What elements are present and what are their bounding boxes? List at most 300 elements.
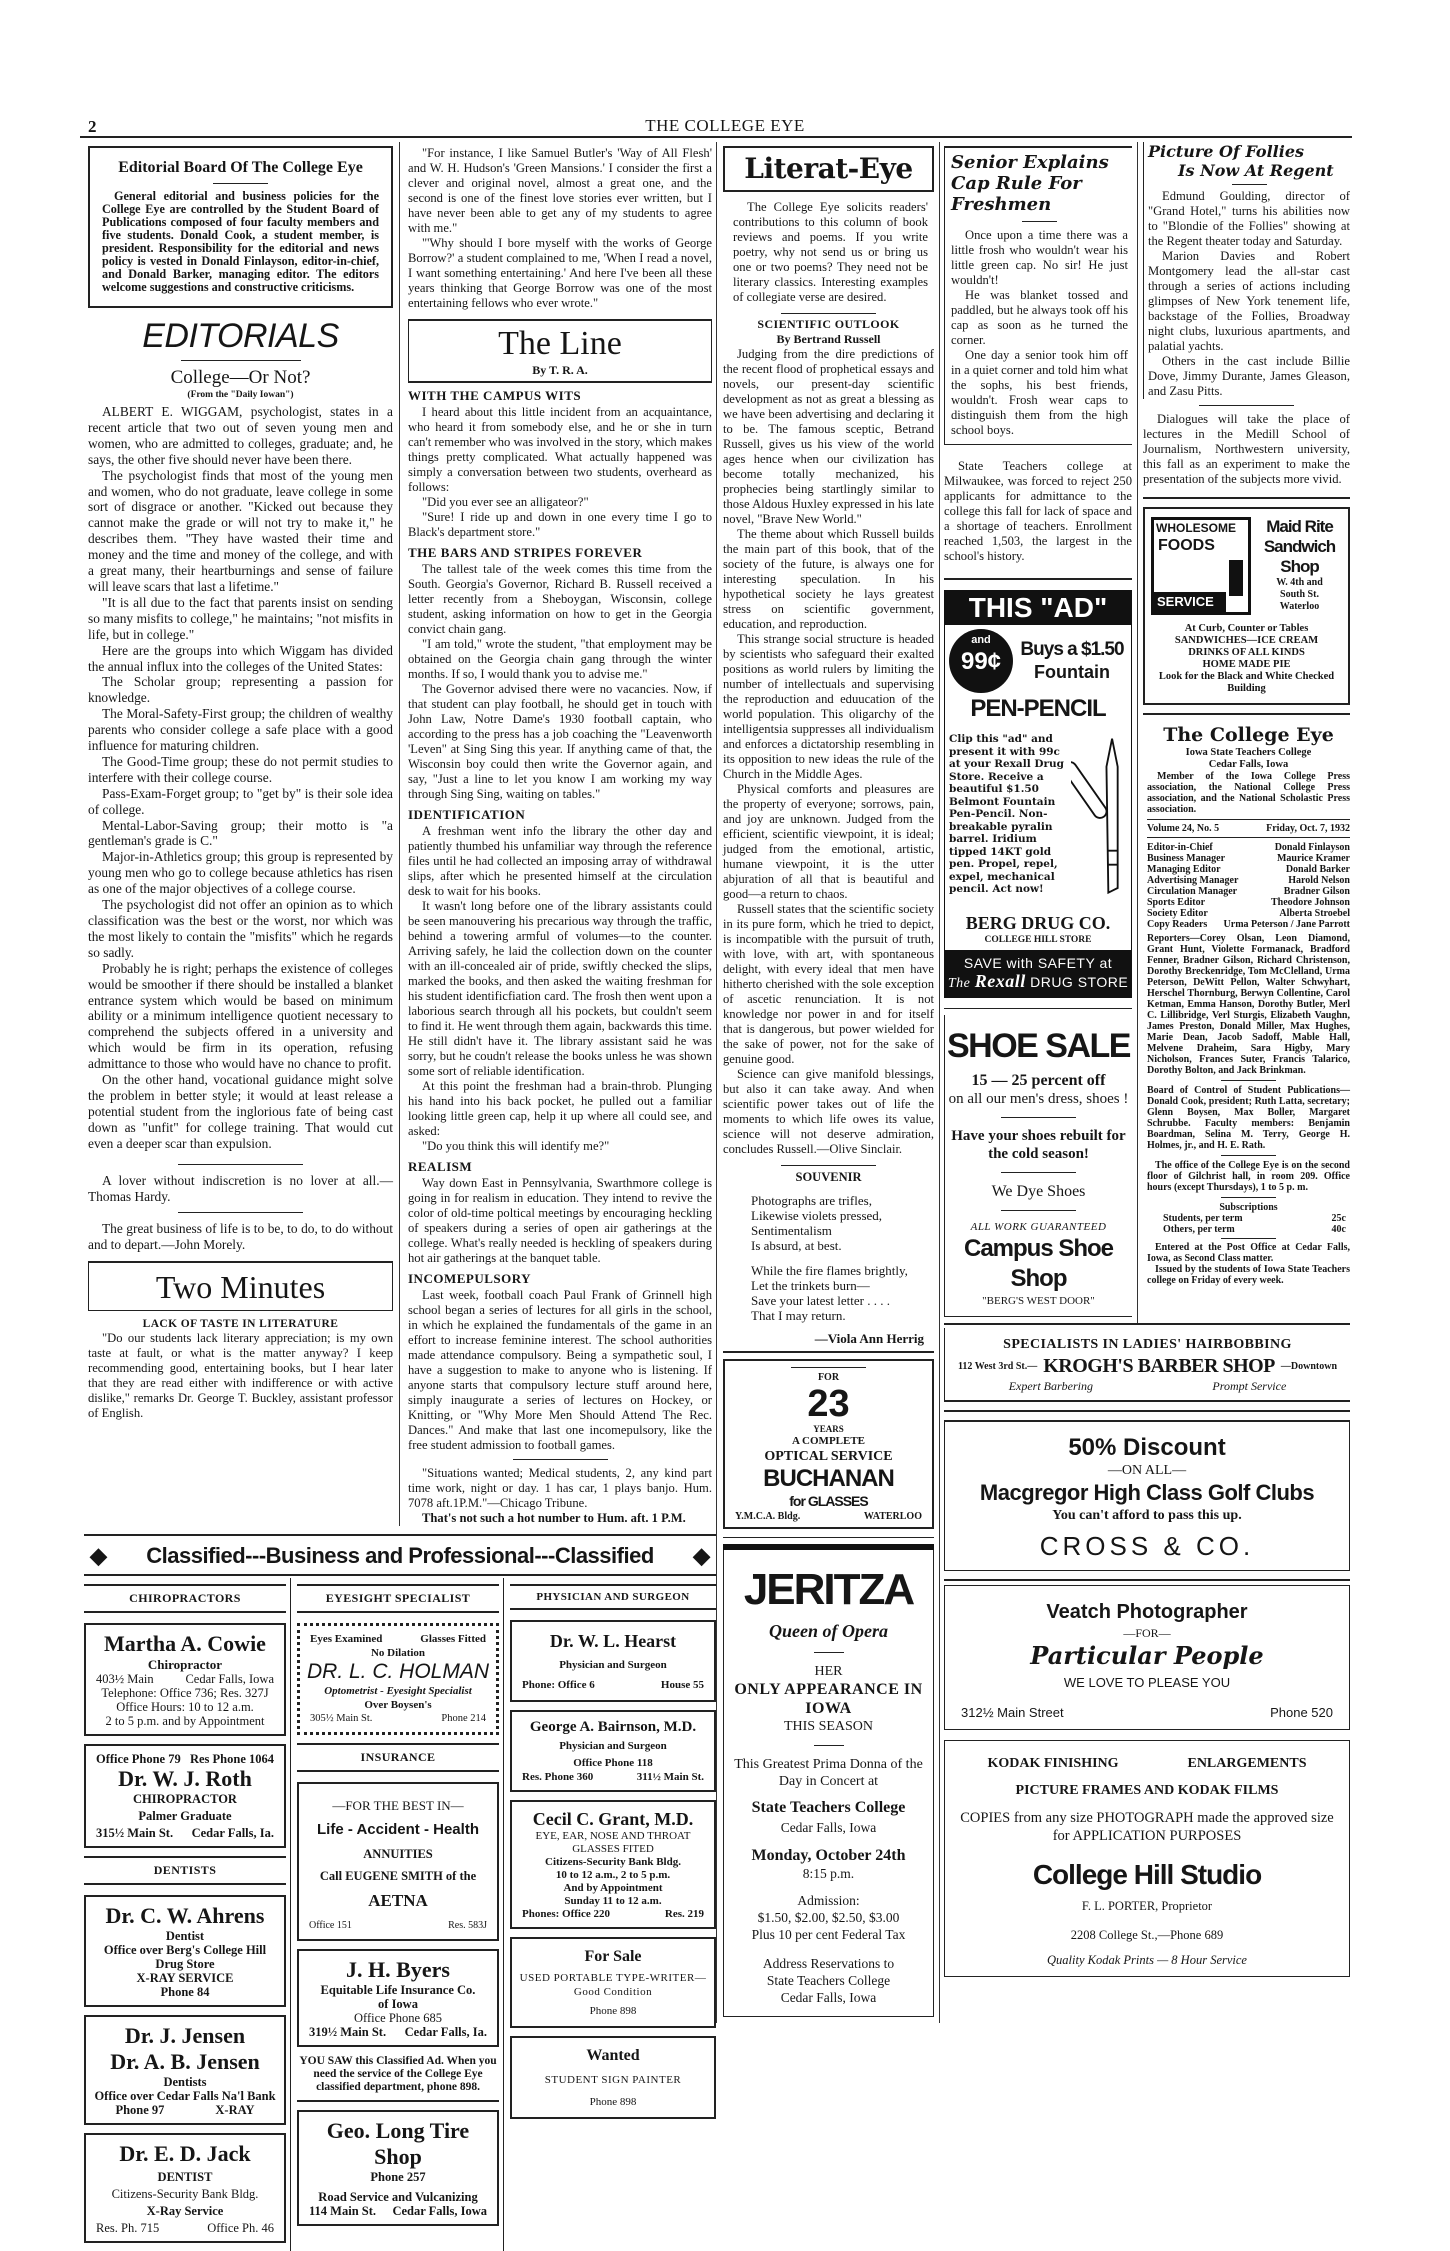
classified-section xyxy=(84,1534,716,2251)
column-4 xyxy=(940,142,1138,1323)
concert-date: Monday, October 24th xyxy=(751,1847,906,1864)
maid-rite-ad xyxy=(1143,507,1350,705)
ad-text: Office Phone 118 xyxy=(573,1757,653,1769)
ad-text: —FOR— xyxy=(1123,1626,1171,1640)
long-tire-ad xyxy=(297,2110,499,2226)
ad-text: X-Ray Service xyxy=(146,2204,224,2218)
divider xyxy=(181,360,301,361)
classified-banner xyxy=(84,1536,716,1574)
staff-row-label: Editor-in-Chief xyxy=(1147,842,1213,853)
ad-text: 315½ Main St. xyxy=(96,1826,174,1840)
section-heading: INCOMEPULSORY xyxy=(408,1271,532,1286)
ad-subtitle: Queen of Opera xyxy=(769,1621,888,1641)
divider xyxy=(213,183,268,184)
ad-text: THIS SEASON xyxy=(783,1719,874,1734)
ad-text: 2208 College St.,—Phone 689 xyxy=(1070,1928,1224,1942)
ad-line: HOME MADE PIE xyxy=(1202,659,1291,670)
rexall-logo: Rexall xyxy=(974,971,1026,991)
poem-line: That I may return. xyxy=(751,1308,846,1323)
poem-line: While the fire flames brightly, xyxy=(751,1263,908,1278)
wide-ads xyxy=(940,1323,1350,1977)
staff-row-value: Urma Peterson / Jane Parrott xyxy=(1223,919,1350,930)
price: 99¢ xyxy=(960,648,1002,675)
hearst-ad xyxy=(510,1620,716,1702)
shop-name: Shop xyxy=(1280,557,1319,576)
divider xyxy=(944,1410,1350,1412)
concert-time: 8:15 p.m. xyxy=(802,1866,855,1881)
staff-row-label: Managing Editor xyxy=(1147,864,1221,875)
ad-text: Res. 219 xyxy=(664,1908,704,1920)
ad-text: Life - Accident - Health xyxy=(317,1821,479,1838)
left-block xyxy=(84,142,716,2251)
ad-text: KODAK FINISHING xyxy=(987,1756,1119,1771)
ad-text: Chiropractor xyxy=(147,1657,223,1672)
staff-row-value: Harold Nelson xyxy=(1288,875,1350,886)
ad-text: Have your shoes rebuilt for the cold season! xyxy=(951,1128,1126,1162)
divider xyxy=(1001,1210,1076,1211)
jensen-ad xyxy=(84,2015,286,2125)
staff-row xyxy=(1147,864,1350,875)
subscriptions-title: Subscriptions xyxy=(1219,1202,1278,1213)
divider xyxy=(1221,1155,1276,1156)
paragraph: "Do our students lack literary appreciation; is my own taste at fault, or what is the matter anyway? I keep recommending good, entertaining books, but I hear later that they are read either with indifference or with active dislike," remarks Dr. George T. Buckley, assistant professor of English. xyxy=(88,1331,393,1421)
ad-headline: 50% Discount xyxy=(1068,1434,1226,1461)
krogh-barber-ad xyxy=(944,1328,1350,1402)
section-body xyxy=(408,1288,712,1453)
ad-headline: Veatch Photographer xyxy=(1046,1601,1248,1623)
business-name: Martha A. Cowie xyxy=(104,1631,266,1656)
bairnson-ad xyxy=(510,1710,716,1792)
ad-text: 15 — 25 percent off xyxy=(971,1072,1106,1089)
ad-text: Equitable Life Insurance Co. xyxy=(320,1983,476,1997)
classified-column xyxy=(297,1578,504,2251)
dialogues-news: Dialogues will take the place of lectures in the Medill School of Journalism, Northwestern university, this fall as an experiment to make the presentation of the subjects more vivid. xyxy=(1143,412,1350,486)
price-badge xyxy=(949,629,1013,693)
shop-name: Maid Rite xyxy=(1266,517,1333,536)
senior-cap-article xyxy=(944,146,1132,445)
column-1 xyxy=(84,142,400,1526)
divider xyxy=(944,1579,1350,1581)
ad-line: SANDWICHES—ICE CREAM xyxy=(1174,635,1319,646)
ad-text: Road Service and Vulcanizing xyxy=(318,2190,478,2204)
paragraph: "Did you ever see an alligateor?" xyxy=(422,495,589,509)
divider xyxy=(178,1212,303,1213)
shop-name: KROGH'S BARBER SHOP xyxy=(1043,1355,1275,1377)
paragraph: Edmund Goulding, director of "Grand Hotel," turns his abilities now to "Blondie of the Follies" showing at the Regent theater today and Saturday. xyxy=(1148,189,1350,248)
two-minutes-subhead: LACK OF TASTE IN LITERATURE xyxy=(142,1318,339,1331)
paragraph: This strange social structure is headed by scientists who safeguard their exalted positions as world rulers by limiting the number of intellectuals and supervising the reproduction and eduucation of the world population. This oligarchy of the intelligentsia suppresses all individualism and enforces a dictatorship resembling in its opposition to new ideas the rule of the Church in the Middle Ages. xyxy=(723,632,934,781)
ad-text: YEARS xyxy=(813,1424,844,1434)
category-header: PHYSICIAN AND SURGEON xyxy=(510,1584,716,1610)
divider xyxy=(1022,221,1057,222)
follies-body xyxy=(1148,189,1350,399)
divider xyxy=(814,1652,844,1653)
closing-quote: "Situations wanted; Medical students, 2, any kind part time work, night or day. 1 has car, 1 plays banjo. Hum. 7078 aft.1P.M."—Chicago Tribune. xyxy=(408,1466,712,1510)
follies-article xyxy=(1143,142,1350,399)
subscription-row-label: Others, per term xyxy=(1163,1224,1235,1235)
paragraph: The tallest tale of the week comes this time from the South. Georgia's Governor, Richard B. Russell received a letter recently from a Sheboygan, Wisconsin, college student, asking information on how to get in the Georgia convict chain gang. xyxy=(408,562,712,636)
paragraph: Last week, football coach Paul Frank of Grinnell high school began a series of lectures for all girls in the school, in which he explained the fundamentals of the game in an effort to increase feminine interest. The school authorities made attendance compulsory. Being a sympathetic soul, I have a suggestion to make to anyone who is listening. If anyone starts that compulsory lecture stuff around here, simply inaugurate a series of lectures on Hockey, or Knitting, or "Why More Men Should Attend The Rec. Dances." And make that last one incomepulsory, like the free student admission to football games. xyxy=(408,1288,712,1452)
paragraph: Marion Davies and Robert Montgomery lead the all-star cast through a series of actions including glimpses of New York tenement life, backstage of the Follies, Broadway night clubs, luxurious apartments, and palatial yachts. xyxy=(1148,249,1350,353)
ad-text: Physician and Surgeon xyxy=(559,1659,667,1671)
paragraph: The psychologist finds that most of the young men and women, who do not graduate, leave college in some sort of disgrace or another. "Kicked out because they cannot make the grade or will not try to make it," he describes them. "They have wasted their time and money and the time and money of the college, and with a great many, their heartburnings and sense of failure will leave scars that last a lifetime." xyxy=(88,467,393,594)
paragraph: A freshman went info the library the other day and patiently thumbed his unfamiliar way through the reference files until he had collected an imposing array of withdrawal slips, after which he presented himself at the circulation desk to wait for his books. xyxy=(408,824,712,898)
business-name: George A. Bairnson, M.D. xyxy=(529,1719,697,1735)
paragraph: The Moral-Safety-First group; the children of wealthy parents who consider college a safe place with a good influence for maturing children. xyxy=(88,706,393,754)
ad-text: Office Phone 79 xyxy=(96,1752,181,1766)
address xyxy=(1257,577,1342,613)
ad-text: —ON ALL— xyxy=(1107,1463,1187,1478)
veatch-photographer-ad xyxy=(944,1585,1350,1730)
poem-line: Is absurd, at best. xyxy=(751,1238,842,1253)
staff-row xyxy=(1147,853,1350,864)
header-rule xyxy=(80,136,1352,138)
ad-text: "BERG'S WEST DOOR" xyxy=(982,1295,1095,1307)
literat-eye-title: Literat-Eye xyxy=(723,146,934,192)
staff-list xyxy=(1147,842,1350,930)
ad-text: Macgregor xyxy=(979,1480,1088,1505)
board-of-control: Board of Control of Student Publications—Donald Cook, president; Ruth Latta, secretary; Glenn Boysen, Max Boller, Margaret Schrubbe. Faculty members: Benjamin Boardman, Selina M. Terry, George H. Holmes, jr., and H. E. Rath. xyxy=(1147,1085,1350,1151)
divider xyxy=(1221,1197,1276,1198)
shoe-sale-ad xyxy=(944,1015,1132,1317)
grant-ad xyxy=(510,1800,716,1929)
ad-text: No Dilation xyxy=(370,1647,426,1659)
ad-text: And by Appointment xyxy=(563,1882,663,1894)
staff-row xyxy=(1147,919,1350,930)
article-source: (From the "Daily Iowan") xyxy=(187,390,294,400)
section-heading: IDENTIFICATION xyxy=(408,807,526,822)
ad-text: X-RAY xyxy=(215,2103,255,2117)
ad-text: You can't afford to pass this up. xyxy=(1052,1508,1242,1523)
senior-cap-title: Senior Explains Cap Rule For Freshmen xyxy=(951,152,1109,215)
volume-line xyxy=(1147,819,1350,838)
ad-text: ONLY APPEARANCE IN IOWA xyxy=(734,1681,923,1717)
staff-row-value: Donald Barker xyxy=(1285,864,1350,875)
editorial-board-text: General editorial and business policies for the College Eye are controlled by the Student Board of Publications composed of four faculty members and five students. Donald Cook, a student member, is president. Responsibility for the editorial and news policy is vested in Donald Finlayson, editor-in-chief, and Donald Barker, managing editor. The editors welcome suggestions and constructive criticisms. xyxy=(102,189,379,294)
ad-line: At Curb, Counter or Tables xyxy=(1184,623,1309,634)
college-hill-studio-ad xyxy=(944,1740,1350,1977)
staff-row xyxy=(1147,908,1350,919)
ad-body: Clip this "ad" and present it with 99c at your Rexall Drug Store. Receive a beautiful $1.50 Belmont Fountain Pen-Pencil. Non-breakable pyralin barrel. Iridium tipped 14KT gold pen. Propel, repel, expel, mechanical pencil. Act now! xyxy=(949,733,1064,895)
ad-text: Cedar Falls, Iowa xyxy=(780,1820,877,1835)
paragraph: The Scholar group; representing a passion for knowledge. xyxy=(88,674,393,706)
divider xyxy=(1001,1172,1076,1173)
masthead-city: Cedar Falls, Iowa xyxy=(1208,759,1289,770)
paragraph: Mental-Labor-Saving group; their motto is "a gentleman's grade is C." xyxy=(88,817,393,849)
reporters: Reporters—Corey Olsan, Leon Diamond, Grant Hunt, Violette Formanack, Bradford Fenner, Bradner Gilson, Richard Christenson, Dorothy Breckenridge, Tom McClelland, Urma Peterson, DeWitt Pellon, Walter Schwyhart, Herschel Thornburg, Berwyn Collentine, Carol Ketman, Emma Hanson, Dorothy Butler, Merl C. Lillibridge, Verl Sturgis, Elizabeth Vaughn, James Preston, Donald Miller, Max Hughes, Marie Dean, Jacob Sadoff, Mable Hall, Melvene Draheim, Sara Higby, Mary Nicholson, Frances Suter, Francis Talarico, Dorothy Bolton, and Jack Brinkman. xyxy=(1147,933,1350,1076)
business-name: AETNA xyxy=(368,1891,428,1910)
office-info: The office of the College Eye is on the second floor of Gilchrist hall, in room 209. Office hours (except Thursdays), 1 to 5 p. m. xyxy=(1147,1160,1350,1193)
store-name: CROSS & CO. xyxy=(1039,1531,1255,1561)
ahrens-ad xyxy=(84,1895,286,2007)
ad-text: Expert Barbering xyxy=(1008,1379,1094,1393)
wanted-ad xyxy=(510,2036,716,2119)
address-line: South St. xyxy=(1280,589,1319,600)
ad-text: Dentists xyxy=(163,2075,207,2089)
ad-text: Cedar Falls, Ia. xyxy=(191,1826,274,1840)
masthead-school: Iowa State Teachers College xyxy=(1185,747,1312,758)
ad-text: Telephone: Office 736; Res. 327J xyxy=(101,1686,269,1700)
paragraph: Physical comforts and pleasures are the property of everyone; sorrows, pain, and joy are unknown. Judged from the efficient, scientific viewpoint, it is ideal; judged from the emotional, artistic, humane viewpoint, it is the utter abjuration of all that is beautiful and good—a return to chaos. xyxy=(723,782,934,901)
category-header: INSURANCE xyxy=(297,1743,499,1772)
ad-text: Buys a $1.50 xyxy=(1020,639,1124,660)
divider xyxy=(944,1008,1132,1009)
ad-text: Phone 898 xyxy=(589,2005,637,2017)
masthead-title: The College Eye xyxy=(1163,724,1334,746)
column-5 xyxy=(1138,142,1350,1323)
divider xyxy=(791,1367,866,1368)
ad-text: Palmer Graduate xyxy=(138,1809,232,1823)
ad-text: Over Boysen's xyxy=(364,1699,432,1711)
section-body xyxy=(408,1176,712,1266)
ad-text: Res. Phone 360 xyxy=(522,1771,594,1783)
editorial-body xyxy=(88,404,393,1152)
divider xyxy=(513,1459,608,1460)
ad-line: DRINKS OF ALL KINDS xyxy=(1188,647,1305,658)
paragraph: "For instance, I like Samuel Butler's 'Way of All Flesh' and W. H. Hudson's 'Green Mansions.' I consider the first a clever and original novel, almost a great one, and the second is one of the finest love stories ever written, but I have never been able to get any of my students to agree with me." xyxy=(408,146,712,235)
subscription-row xyxy=(1163,1224,1346,1235)
byers-ad xyxy=(297,1949,499,2047)
ad-text: Cedar Falls, Iowa xyxy=(392,2204,487,2218)
ad-text: Res. 583J xyxy=(448,1920,487,1931)
diamond-icon: ◆ xyxy=(90,1543,107,1568)
classified-column xyxy=(510,1578,716,2251)
subscription-row-value: 25c xyxy=(1331,1213,1346,1224)
ad-text: Citizens-Security Bank Bldg. xyxy=(111,2187,259,2201)
ad-text: Office Phone 685 xyxy=(354,2011,442,2025)
ad-text: Prompt Service xyxy=(1212,1379,1287,1393)
paragraph: Judging from the dire predictions of the recent flood of prophetical essays and novels, our present-day scientific development as not as great a blessing as we have been advertising and declaring it to be. The famous sceptic, Betrand Russell, gives us his view of the world ages hence when our civilization has become totally mechanized, his prophecies being startlingly similar to those Aldous Huxley expressed in his late novel, "Brave New World." xyxy=(723,347,934,526)
ad-text: Particular People xyxy=(1030,1641,1264,1670)
ad-text: DENTIST xyxy=(157,2170,213,2184)
business-name: Geo. Long Tire Shop xyxy=(326,2118,470,2169)
the-line-body xyxy=(408,388,712,1453)
divider xyxy=(781,313,876,314)
paragraph: "Sure! I ride up and down in one every time I go to Black's department store." xyxy=(408,510,712,539)
logo-text: FOODS xyxy=(1158,537,1215,554)
ad-text: WATERLOO xyxy=(863,1511,922,1522)
subscriptions xyxy=(1147,1213,1350,1235)
ad-text: Physician and Surgeon xyxy=(559,1740,667,1752)
ad-text: Office over Berg's College Hill Drug Store xyxy=(103,1943,267,1971)
ad-text: Y.M.C.A. Bldg. xyxy=(735,1511,801,1522)
staff-row-label: Business Manager xyxy=(1147,853,1226,864)
section-heading: WITH THE CAMPUS WITS xyxy=(408,388,582,403)
business-name: Dr. C. W. Ahrens xyxy=(105,1903,265,1928)
wholesome-foods-logo xyxy=(1151,517,1251,615)
ad-text: Phone: Office 6 xyxy=(522,1679,595,1691)
paragraph: The Good-Time group; these do not permit studies to interfere with their college course. xyxy=(88,753,393,785)
jeritza-concert-ad xyxy=(723,1550,934,2017)
ad-text: Sunday 11 to 12 a.m. xyxy=(564,1895,662,1907)
section-body xyxy=(408,405,712,540)
page-layout xyxy=(84,142,1350,2251)
category-header: EYESIGHT SPECIALIST xyxy=(297,1584,499,1613)
ad-text: 112 West 3rd St.— xyxy=(957,1360,1038,1372)
divider xyxy=(84,1574,716,1576)
ad-product: PEN-PENCIL xyxy=(970,695,1106,722)
business-name: Dr. A. B. Jensen xyxy=(110,2049,260,2074)
two-minutes-title: Two Minutes xyxy=(88,1263,393,1311)
ad-text: Office Hours: 10 to 12 a.m. xyxy=(116,1700,254,1714)
ad-text: DRUG STORE xyxy=(1030,974,1129,990)
staff-row-label: Circulation Manager xyxy=(1147,886,1238,897)
ad-text: on all our men's dress, shoes ! xyxy=(948,1091,1129,1107)
section-heading: REALISM xyxy=(408,1159,473,1174)
divider xyxy=(1143,497,1350,499)
ad-text: COPIES from any size PHOTOGRAPH made the approved size for APPLICATION PURPOSES xyxy=(960,1810,1334,1844)
ad-text: ENLARGEMENTS xyxy=(1187,1756,1307,1771)
paragraph: At this point the freshman had a brain-throb. Plunging his hand into his back pocket, he pulled out a familiar looking little green cap, help it up where all could see, and asked: xyxy=(408,1079,712,1138)
business-name: Dr. J. Jensen xyxy=(124,2023,246,2048)
ad-text: 114 Main St. xyxy=(309,2204,377,2218)
for-sale-ad xyxy=(510,1937,716,2028)
brand-sub: for GLASSES xyxy=(789,1493,868,1509)
ad-text: WE LOVE TO PLEASE YOU xyxy=(1063,1675,1231,1690)
senior-cap-body xyxy=(951,228,1128,438)
page-number: 2 xyxy=(88,117,97,136)
business-name: Dr. E. D. Jack xyxy=(119,2141,251,2166)
ad-text: High Class xyxy=(1093,1480,1203,1505)
divider xyxy=(723,1537,934,1538)
staff-row xyxy=(1147,886,1350,897)
ad-text: Call EUGENE SMITH of the xyxy=(319,1869,477,1883)
paragraph: Science can give manifold blessings, but also it can take away. And when scientific power takes out of life the moments to which life owes its value, science will not deserve admiration, concludes Russell.—Olive Sinclair. xyxy=(723,1067,934,1156)
ad-text: 311½ Main St. xyxy=(636,1771,704,1783)
staff-row xyxy=(1147,897,1350,908)
ad-text: State Teachers College xyxy=(766,1973,891,1988)
ad-text: Phone 84 xyxy=(160,1985,210,1999)
paragraph: "It is all due to the fact that parents insist on sending so many misfits to college," he maintains; "not misfits in life, but in college." xyxy=(88,594,393,642)
ad-text: Cedar Falls, Ia. xyxy=(404,2025,487,2039)
divider xyxy=(944,1323,1350,1325)
ad-text: Res Phone 1064 xyxy=(189,1752,274,1766)
ad-text: and xyxy=(971,634,991,646)
staff-row-value: Theodore Johnson xyxy=(1270,897,1350,908)
ad-text: Address Reservations to xyxy=(762,1956,895,1971)
ad-text: Office 151 xyxy=(309,1920,352,1931)
staff-row xyxy=(1147,875,1350,886)
category-header: CHIROPRACTORS xyxy=(84,1584,286,1613)
ad-text: Res. Ph. 715 xyxy=(96,2221,160,2235)
column-2 xyxy=(400,142,716,1526)
poem-line: Likewise violets pressed, xyxy=(751,1208,883,1223)
poem-line: Photographs are trifles, xyxy=(751,1193,872,1208)
staff-row-value: Bradner Gilson xyxy=(1283,886,1350,897)
staff-row-value: Donald Finlayson xyxy=(1274,842,1350,853)
column-3 xyxy=(716,142,940,2023)
ad-text: 312½ Main Street xyxy=(961,1705,1064,1720)
ad-text: We Dye Shoes xyxy=(991,1183,1086,1200)
classified-promo: YOU SAW this Classified Ad. When you need the service of the College Eye classified department, phone 898. xyxy=(297,2055,499,2102)
ad-text: EYE, EAR, NOSE AND THROAT xyxy=(535,1830,691,1842)
jeritza-name: JERITZA xyxy=(743,1565,914,1614)
cowie-ad xyxy=(84,1623,286,1736)
divider xyxy=(781,1165,876,1166)
ad-text: House 55 xyxy=(660,1679,704,1691)
paragraph: Probably he is right; perhaps the existence of colleges would be smoother if there should be installed a blanket entrance system which would be based on minimum ability or a minimum intelligence quotient necessary to comprehend the subjects offered in a university and which would be firm in its operation, refusing admittance to those who would have no chance to profit. xyxy=(88,960,393,1072)
paragraph: Others in the cast include Billie Dove, Jimmy Durante, James Gleason, and Zasu Pitts. xyxy=(1148,354,1350,398)
studio-name: College Hill Studio xyxy=(1032,1859,1262,1890)
review-byline: By Bertrand Russell xyxy=(776,332,881,346)
business-name: Cecil C. Grant, M.D. xyxy=(532,1809,694,1829)
brand-logo: BUCHANAN xyxy=(763,1465,894,1492)
ad-text: ANNUITIES xyxy=(363,1847,433,1861)
literat-eye-intro: The College Eye solicits readers' contributions to this column of book reviews and poems. If you write poetry, why not send us or bring us one or two poems? They need not be literary classics. Interesting examples of collegiate verse are desired. xyxy=(733,200,928,304)
ad-text: State Teachers College xyxy=(751,1799,906,1816)
quote-morely: The great business of life is to be, to do, to do without and to depart.—John Morely. xyxy=(88,1221,393,1253)
category-header: DENTISTS xyxy=(84,1856,286,1885)
title-line: Picture Of Follies xyxy=(1148,142,1305,161)
masthead-membership: Member of the Iowa College Press association, the National College Press association, and the National Scholastic Press association. xyxy=(1147,771,1350,815)
paragraph: The Governor advised there were no vacancies. Now, if that student can play football, he should get in touch with John Law, Notre Dame's 1930 football captain, who according to the press has a job coaching the "Leavenworth 'Leven" at Sing Sing this year. If anything came of that, the Wisconsin boy could then write the Governor again, and say, "Just a line to let you know I am working my way through Sing Sing, waiting on tables." xyxy=(408,682,712,801)
staff-row-value: Maurice Kramer xyxy=(1276,853,1350,864)
ad-text: of Iowa xyxy=(378,1997,418,2011)
ad-title: For Sale xyxy=(584,1948,642,1965)
ad-text: Quality Kodak Prints — 8 Hour Service xyxy=(1047,1953,1247,1967)
ad-text: Dentist xyxy=(165,1929,205,1943)
maid-rite-lines xyxy=(1151,623,1342,695)
paragraph: On the other hand, vocational guidance might solve the problem in better style; it would at least release a potential student from the inglorious fate of being cast down as "unfit" for college training. That would cut even a deeper scar than expulsion. xyxy=(88,1072,393,1151)
cross-golf-ad xyxy=(944,1420,1350,1571)
ad-text: The xyxy=(947,976,971,991)
paragraph: Once upon a time there was a little frosh who wouldn't wear his little green cap. No sir! He just wouldn't! xyxy=(951,228,1128,287)
classified-column xyxy=(84,1578,291,2251)
ad-text: Eyes Examined xyxy=(310,1633,383,1645)
address-line: Waterloo xyxy=(1279,601,1320,612)
ad-text: Fountain xyxy=(1034,662,1110,682)
ad-text: GLASSES FITED xyxy=(572,1843,654,1855)
pen-pencil-ad xyxy=(944,590,1132,998)
ad-text: Cedar Falls, Iowa xyxy=(185,1672,274,1686)
paragraph: It wasn't long before one of the library assistants could be seen manouvering his precarious way through the traffic, behind a towering armful of volumes—to the counter. Arriving safely, he laid the collection down on the counter with an ill-concealed air of pride, swiftly checked the slips, marked the books, and then asked the waiting freshman for his student identificfiation card. The frosh then went upon a laborious search through all his pockets, but couldn't seem to find it. He went through them again, backwards this time. He still didn't have it. The library assistant said he was sorry, but he coudn't release the books unless he was shown some sort of reliable identification. xyxy=(408,899,712,1078)
optical-ad xyxy=(723,1359,934,1529)
years-number: 23 xyxy=(807,1383,850,1425)
aetna-ad xyxy=(297,1782,499,1941)
the-line-header xyxy=(408,321,712,383)
pen-icon xyxy=(1071,733,1127,908)
paragraph: The theme about which Russell builds the main part of this book, that of the society of the future, is always one for interesting speculation. In his hypothetical society he lays greatest stress on scientific government, education, and reproduction. xyxy=(723,527,934,631)
ad-text: SAVE with SAFETY at xyxy=(963,955,1113,971)
paragraph: Major-in-Athletics group; this group is represented by young men who go to college because athletics has risen as one of the major objectives of a college course. xyxy=(88,849,393,897)
address-line: W. 4th and xyxy=(1276,577,1323,588)
poem-stanza xyxy=(723,1193,934,1253)
volume: Volume 24, No. 5 xyxy=(1147,823,1220,834)
ad-text: FOR xyxy=(817,1372,840,1383)
ad-headline: SHOE SALE xyxy=(947,1027,1130,1065)
divider xyxy=(723,1351,934,1353)
ad-title: Wanted xyxy=(586,2047,640,2064)
review-title: SCIENTIFIC OUTLOOK xyxy=(757,317,900,331)
the-line-byline: By T. R. A. xyxy=(532,363,588,377)
ad-text: STUDENT SIGN PAINTER xyxy=(544,2074,682,2086)
entered-notice: Entered at the Post Office at Cedar Falls, Iowa, as Second Class matter. xyxy=(1147,1242,1350,1264)
milwaukee-news: State Teachers college at Milwaukee, was forced to reject 250 applicants for admittance to the college this fall for lack of space and a shortage of teachers. Enrollment reached 1,503, the largest in the school's history. xyxy=(944,459,1132,563)
ad-text: 10 to 12 a.m., 2 to 5 p.m. xyxy=(555,1869,671,1881)
ad-text: This Greatest Prima Donna of the Day in Concert at xyxy=(734,1757,923,1789)
divider xyxy=(1221,1238,1276,1239)
staff-row-value: Alberta Stroebel xyxy=(1279,908,1350,919)
diamond-icon: ◆ xyxy=(693,1543,710,1568)
ad-text: Citizens-Security Bank Bldg. xyxy=(545,1856,681,1868)
title-line: Is Now At Regent xyxy=(1178,161,1334,180)
editorial-board-title: Editorial Board Of The College Eye xyxy=(118,159,363,176)
issued-notice: Issued by the students of Iowa State Teachers college on Friday of every week. xyxy=(1147,1264,1350,1286)
ad-text: Admission: xyxy=(797,1893,860,1908)
editorials-heading: EDITORIALS xyxy=(142,317,339,355)
poem-line: Save your latest letter . . . . xyxy=(751,1293,890,1308)
the-line-title: The Line xyxy=(498,325,622,362)
